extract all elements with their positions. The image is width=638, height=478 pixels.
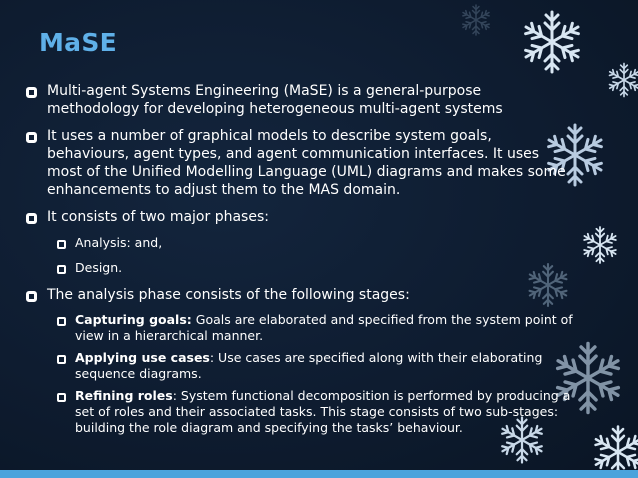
stage-name: Applying use cases	[75, 350, 210, 365]
bullet-marker-icon	[26, 291, 37, 302]
sub-bullet-text: Design.	[75, 260, 123, 275]
sub-bullet-text	[75, 350, 590, 382]
sub-bullet-text	[75, 388, 590, 436]
bullet-text: It consists of two major phases:	[47, 209, 269, 225]
bullet-text: Multi-agent Systems Engineering (MaSE) is a general-purpose methodology for developing heterogeneous multi-agent systems	[47, 83, 503, 117]
stage-description: Goals are elaborated and specified from the system point of view in a hierarchical manner.	[75, 312, 573, 343]
sub-bullet-marker-icon	[57, 265, 66, 274]
bullet-text: It uses a number of graphical models to describe system goals, behaviours, agent types, and agent communication interfaces. It uses most of the Unified Modelling Language (UML) diagrams and makes some enhancements to adjust them to the MAS domain.	[47, 128, 566, 198]
sub-bullet-marker-icon	[57, 355, 66, 364]
slide-title: MaSE	[39, 28, 118, 57]
sub-bullet-marker-icon	[57, 240, 66, 249]
sub-bullet-text: Analysis: and,	[75, 235, 163, 250]
bullet-text: The analysis phase consists of the following stages:	[47, 287, 410, 303]
bottom-accent-bar	[0, 470, 638, 478]
sub-bullet-marker-icon	[57, 317, 66, 326]
sub-bullet-marker-icon	[57, 393, 66, 402]
bullet-marker-icon	[26, 213, 37, 224]
stage-description: : System functional decomposition is performed by producing a set of roles and their associated tasks. This stage consists of two sub-stages: building the role diagram and specifying the tasks’ behaviour.	[75, 388, 571, 435]
sub-bullet-text	[75, 312, 590, 344]
stage-name: Capturing goals:	[75, 312, 192, 327]
stage-description: : Use cases are specified along with their elaborating sequence diagrams.	[75, 350, 543, 381]
bullet-marker-icon	[26, 87, 37, 98]
bullet-marker-icon	[26, 132, 37, 143]
stage-name: Refining roles	[75, 388, 173, 403]
